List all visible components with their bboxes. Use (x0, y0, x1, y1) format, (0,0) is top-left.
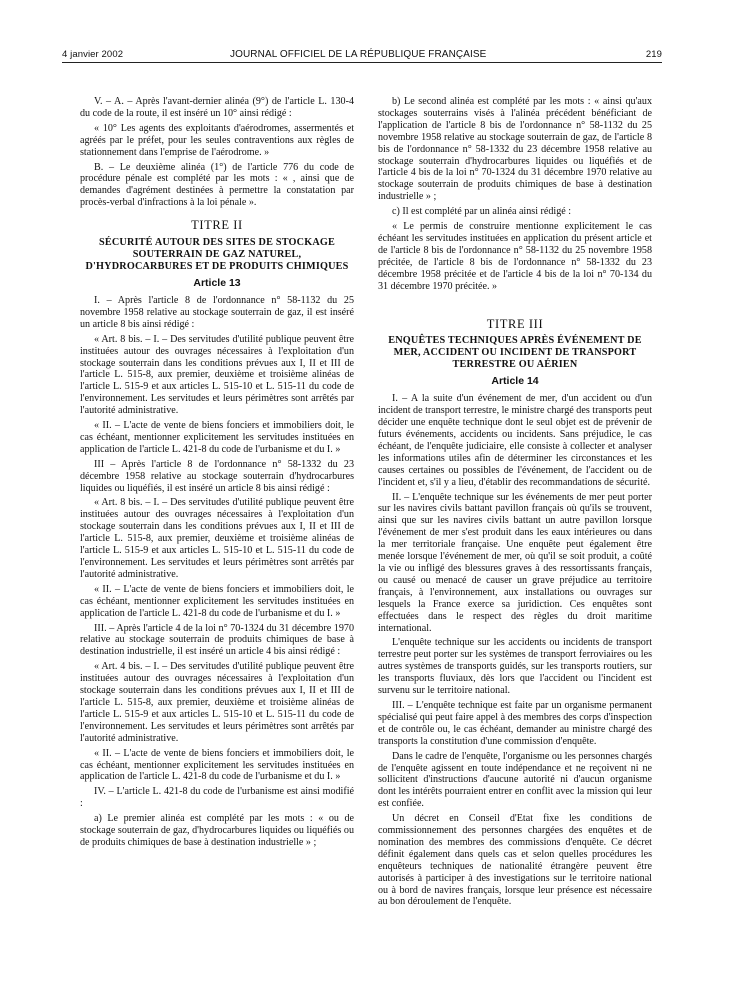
paragraph: « II. – L'acte de vente de biens fonciers et immobiliers doit, le cas échéant, mentionner explicitement les servitudes instituées en application de l'article L. 421-8 du code de l'urbanisme et du I. » (80, 747, 354, 783)
paragraph: III. – L'enquête technique est faite par un organisme permanent spécialisé qui peut faire appel à des membres des corps d'inspection et de contrôle ou, le cas échéant, demander au ministre chargé des transports la constitution d'une commission d'enquête. (378, 699, 652, 747)
paragraph: IV. – L'article L. 421-8 du code de l'urbanisme est ainsi modifié : (80, 786, 354, 810)
paragraph: Un décret en Conseil d'Etat fixe les conditions de commissionnement des personnes chargées des enquêtes et de nomination des membres des commissions d'enquête. Ce décret définit également dans quels cas et selon quelles procédures les enquêteurs techniques de nationalité étrangère peuvent être autorisés à participer à des investigations sur le territoire national ou à bord de navires français, lorsque leur présence est nécessaire au bon déroulement de l'enquête. (378, 813, 652, 908)
page-number: 219 (645, 49, 662, 60)
right-column (378, 96, 652, 911)
titre-subtitle: ENQUÊTES TECHNIQUES APRÈS ÉVÉNEMENT DE MER, ACCIDENT OU INCIDENT DE TRANSPORT TERRESTRE OU AÉRIEN (388, 335, 642, 371)
paragraph: « Art. 4 bis. – I. – Des servitudes d'utilité publique peuvent être instituées autour des ouvrages nécessaires à l'exploitation d'un stockage souterrain dans les conditions prévues aux I, II et III de l'article L. 515-8, aux premier, deuxième et troisième alinéas de l'article L. 515-9 et aux articles L. 515-10 et L. 515-11 du code de l'environnement. Les servitudes et leurs périmètres sont arrêtés par l'autorité administrative. (80, 661, 354, 744)
paragraph: b) Le second alinéa est complété par les mots : « ainsi qu'aux stockages souterrains visés à l'alinéa précédent bénéficiant de l'application de l'article 8 bis de l'ordonnance n° 58-1132 du 25 novembre 1958 relative au stockage souterrain de gaz, de l'article 8 bis de l'ordonnance n° 58-1332 du 23 décembre 1958 relative au stockage souterrain d'hydrocarbures liquides ou liquéfiés et de l'article 4 bis de la loi n° 70-1324 du 31 décembre 1970 relative au stockage souterrain de produits chimiques de base à destination industrielle » ; (378, 96, 652, 203)
paragraph: « 10° Les agents des exploitants d'aérodromes, assermentés et agréés par le préfet, pour les seules contraventions aux règles de stationnement dans l'emprise de l'aérodrome. » (80, 122, 354, 158)
paragraph: « II. – L'acte de vente de biens fonciers et immobiliers doit, le cas échéant, mentionner explicitement les servitudes instituées en application de l'article L. 421-8 du code de l'urbanisme et du I. » (80, 583, 354, 619)
paragraph: « Art. 8 bis. – I. – Des servitudes d'utilité publique peuvent être instituées autour des ouvrages nécessaires à l'exploitation d'un stockage souterrain dans les conditions prévues aux I, II et III de l'article L. 515-8, aux premier, deuxième et troisième alinéas de l'article L. 515-9 et aux articles L. 515-10 et L. 515-11 du code de l'environnement. Les servitudes et leurs périmètres sont arrêtés par l'autorité administrative. (80, 497, 354, 580)
header-rule (62, 62, 662, 63)
paragraph: « Art. 8 bis. – I. – Des servitudes d'utilité publique peuvent être instituées autour des ouvrages nécessaires à l'exploitation d'un stockage souterrain dans les conditions prévues aux I, II et III de l'article L. 515-8, aux premier, deuxième et troisième alinéas de l'article L. 515-9 et aux articles L. 515-10 et L. 515-11 du code de l'environnement. Les servitudes et leurs périmètres sont arrêtés par l'autorité administrative. (80, 333, 354, 417)
spacer (378, 296, 652, 308)
page-header (62, 43, 662, 61)
issue-date: 4 janvier 2002 (62, 49, 124, 60)
paragraph: L'enquête technique sur les accidents ou incidents de transport terrestre peut porter sur les systèmes de transport ferroviaires ou les autres systèmes de transports guidés, sur les transports routiers, sur les transports fluviaux, dès lors que l'accident ou l'incident est survenu sur le territoire national. (378, 637, 652, 697)
paragraph: Dans le cadre de l'enquête, l'organisme ou les personnes chargés de l'enquête agissent en toute indépendance et ne reçoivent ni ne sollicitent d'instructions d'aucune autorité ni d'aucun organisme dont les intérêts pourraient entrer en conflit avec la mission qui leur est confiée. (378, 750, 652, 810)
paragraph: c) Il est complété par un alinéa ainsi rédigé : (392, 206, 572, 218)
paragraph: III. – Après l'article 4 de la loi n° 70-1324 du 31 décembre 1970 relative au stockage souterrain de produits chimiques de base à destination industrielle, il est inséré un article 4 bis ainsi rédigé : (80, 622, 354, 658)
paragraph: « II. – L'acte de vente de biens fonciers et immobiliers doit, le cas échéant, mentionner explicitement les servitudes instituées en application de l'article L. 421-8 du code de l'urbanisme et du I. » (80, 420, 354, 455)
left-column (80, 96, 354, 852)
paragraph: II. – L'enquête technique sur les événements de mer peut porter sur les navires civils battant pavillon français où qu'ils se trouvent, ainsi que sur les navires civils battant un autre pavillon lorsque l'événement de mer s'est produit dans les eaux intérieures ou dans la mer territoriale française. Une enquête peut également être menée lorsque l'événement de mer, où qu'il se soit produit, a coûté la vie ou infligé des blessures graves à des ressortissants français, ou causé ou menacé de causer un grave préjudice au territoire français, à l'environnement, aux installations ou ouvrages sur lesquels la France exerce sa juridiction. Ces enquêtes sont effectuées dans le respect des règles du droit maritime international. (378, 491, 652, 634)
titre-heading: TITRE III (486, 316, 544, 331)
paragraph: I. – A la suite d'un événement de mer, d'un accident ou d'un incident de transport terrestre, le ministre chargé des transports peut décider une enquête technique dont le seul objet est de prévenir de futurs événements, accidents ou incidents. Sans préjudice, le cas échéant, de l'enquête judiciaire, elle consiste à collecter et analyser les informations utiles afin de déterminer les circonstances et les causes certaines ou possibles de l'événement, de l'accident ou de l'incident et, s'il y a lieu, d'établir des recommandations de sécurité. (378, 393, 652, 488)
paragraph: B. – Le deuxième alinéa (1°) de l'article 776 du code de procédure pénale est complété par les mots : « , ainsi que de demandes d'agrément destinées à permettre la constatation par procès-verbal d'infractions à la loi pénale ». (80, 161, 354, 209)
paragraph: I. – Après l'article 8 de l'ordonnance n° 58-1132 du 25 novembre 1958 relative au stockage souterrain de gaz, il est inséré un article 8 bis ainsi rédigé : (80, 294, 354, 330)
paragraph: III – Après l'article 8 de l'ordonnance n° 58-1332 du 23 décembre 1958 relative au stockage souterrain d'hydrocarbures liquides ou liquéfiés, il est inséré un article 8 bis ainsi rédigé : (80, 458, 354, 494)
paragraph: « Le permis de construire mentionne explicitement le cas échéant les servitudes instituées en application du présent article et de l'article 8 bis de l'ordonnance n° 58-1132 du 25 novembre 1958 précitée, de l'article 8 bis de l'ordonnance n° 58-1332 du 23 décembre 1958 précitée et de l'article 4 bis de la loi n° 70-134 du 31 décembre 1970 précitée. » (378, 221, 652, 292)
titre-heading: TITRE II (191, 218, 243, 233)
article-heading: Article 14 (491, 375, 539, 388)
paragraph: a) Le premier alinéa est complété par les mots : « ou de stockage souterrain de gaz, d'hydrocarbures liquides ou liquéfiés ou de produits chimiques de base à destination industrielle » ; (80, 813, 354, 848)
titre-subtitle: SÉCURITÉ AUTOUR DES SITES DE STOCKAGE SOUTERRAIN DE GAZ NATUREL, D'HYDROCARBURES ET DE PRODUITS CHIMIQUES (85, 237, 349, 273)
paragraph: V. – A. – Après l'avant-dernier alinéa (9°) de l'article L. 130-4 du code de la route, il est inséré un 10° ainsi rédigé : (80, 96, 354, 119)
journal-title: JOURNAL OFFICIEL DE LA RÉPUBLIQUE FRANÇAISE (230, 49, 487, 60)
article-heading: Article 13 (193, 277, 241, 290)
